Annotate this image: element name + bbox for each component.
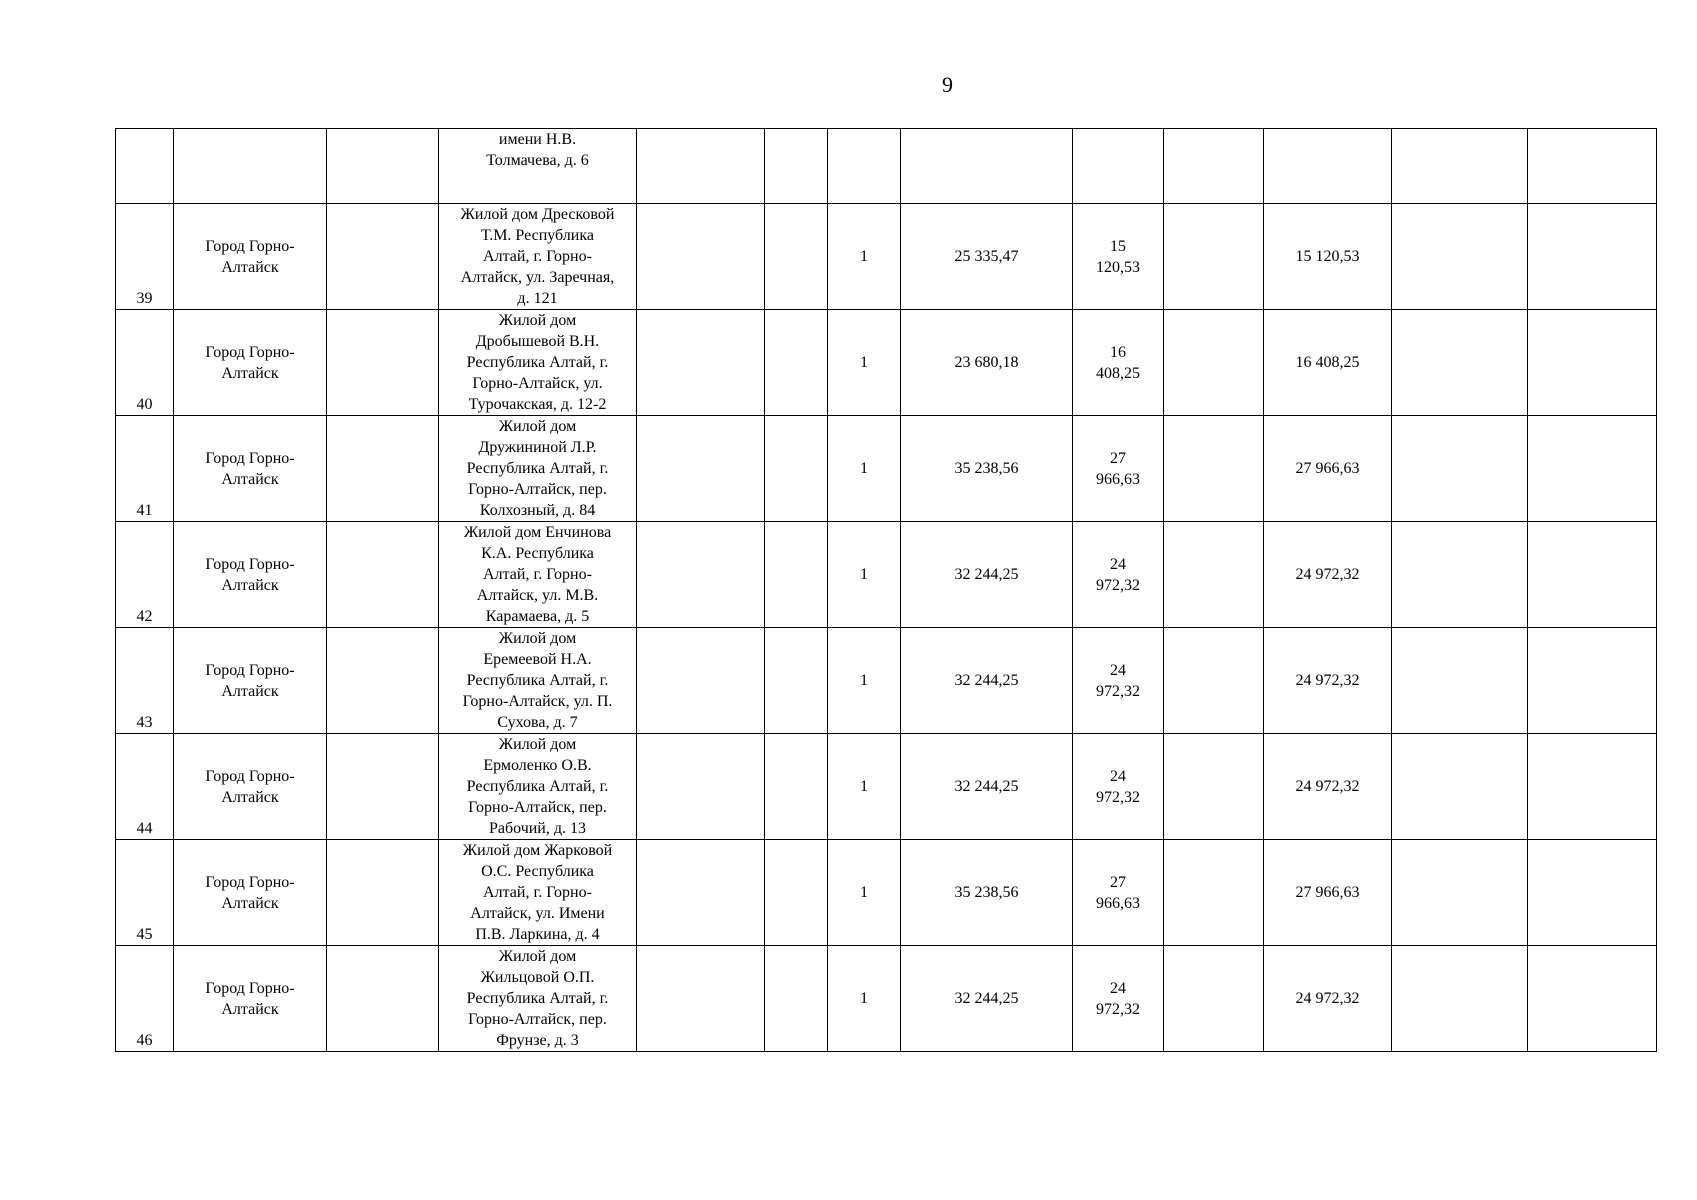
- cell-total: 27 966,63: [1264, 840, 1392, 946]
- cell-subsidy: [1073, 416, 1164, 522]
- cell-empty: [1164, 129, 1264, 204]
- address-line: Алтай, г. Горно-: [483, 566, 592, 583]
- address-line: Алтайск, ул. Имени: [470, 905, 605, 922]
- municipality-line: Алтайск: [221, 788, 279, 806]
- cell-empty: [1392, 522, 1528, 628]
- cell-municipality: [174, 628, 327, 734]
- cell-empty: [765, 310, 828, 416]
- cell-empty: [1164, 522, 1264, 628]
- municipality-line: Город Горно-: [205, 449, 295, 467]
- cell-empty: [327, 204, 439, 310]
- municipality-line: Город Горно-: [205, 237, 295, 255]
- cell-address: [439, 522, 637, 628]
- address-line: Алтай, г. Горно-: [483, 884, 592, 901]
- cell-num: 41: [116, 416, 174, 522]
- subsidy-line: 24: [1110, 661, 1126, 679]
- municipality-line: Алтайск: [221, 894, 279, 912]
- address-line: Горно-Алтайск, пер.: [468, 481, 607, 498]
- cell-empty: [1164, 628, 1264, 734]
- cell-count: 1: [828, 734, 901, 840]
- address-line: Горно-Алтайск, ул.: [472, 375, 603, 392]
- address-line: Жилой дом: [498, 630, 577, 647]
- municipality-line: Алтайск: [221, 576, 279, 594]
- table-row: [116, 310, 1657, 416]
- address-line: Республика Алтай, г.: [466, 672, 609, 689]
- cell-empty: [765, 416, 828, 522]
- municipality-line: Алтайск: [221, 470, 279, 488]
- municipality-line: Город Горно-: [205, 661, 295, 679]
- subsidy-line: 15: [1110, 237, 1126, 255]
- cell-total: 24 972,32: [1264, 734, 1392, 840]
- cell-count: 1: [828, 204, 901, 310]
- cell-municipality: [174, 204, 327, 310]
- cell-empty: [1392, 840, 1528, 946]
- address-line: Горно-Алтайск, ул. П.: [462, 693, 613, 710]
- cell-empty: [637, 416, 765, 522]
- table-row: [116, 416, 1657, 522]
- address-line: Колхозный, д. 84: [479, 502, 596, 519]
- address-line: Алтай, г. Горно-: [483, 248, 592, 265]
- cell-municipality: [174, 310, 327, 416]
- cell-num: 45: [116, 840, 174, 946]
- cell-empty: [1392, 310, 1528, 416]
- municipality-line: Алтайск: [221, 1000, 279, 1018]
- page-number: 9: [942, 72, 953, 97]
- cell-empty: [1392, 734, 1528, 840]
- cell-num: [116, 129, 174, 204]
- address-line: Горно-Алтайск, пер.: [468, 799, 607, 816]
- address-line: Т.М. Республика: [481, 227, 594, 244]
- cell-empty: [1392, 129, 1528, 204]
- cell-address: [439, 204, 637, 310]
- address-line: Жилой дом: [498, 418, 577, 435]
- municipality-line: Город Горно-: [205, 767, 295, 785]
- cell-total: 24 972,32: [1264, 946, 1392, 1052]
- subsidy-line: 966,63: [1096, 894, 1140, 912]
- cell-empty: [327, 129, 439, 204]
- cell-empty: [1528, 628, 1657, 734]
- registry-table: [115, 128, 1657, 1052]
- table-row: [116, 840, 1657, 946]
- subsidy-line: 408,25: [1096, 364, 1140, 382]
- cell-cost: 35 238,56: [901, 416, 1073, 522]
- cell-municipality: [174, 522, 327, 628]
- address-line: Республика Алтай, г.: [466, 778, 609, 795]
- cell-cost: [901, 129, 1073, 204]
- address-line: Карамаева, д. 5: [485, 608, 590, 625]
- municipality-line: Алтайск: [221, 258, 279, 276]
- municipality-line: Город Горно-: [205, 343, 295, 361]
- cell-empty: [637, 522, 765, 628]
- cell-total: 27 966,63: [1264, 416, 1392, 522]
- cell-empty: [327, 416, 439, 522]
- address-line: Жилой дом: [498, 948, 577, 965]
- cell-cost: 25 335,47: [901, 204, 1073, 310]
- cell-empty: [327, 840, 439, 946]
- municipality-line: Город Горно-: [205, 979, 295, 997]
- cell-num: 42: [116, 522, 174, 628]
- address-line: Алтайск, ул. Заречная,: [460, 269, 615, 286]
- subsidy-line: 24: [1110, 767, 1126, 785]
- cell-address: [439, 310, 637, 416]
- cell-empty: [327, 310, 439, 416]
- cell-empty: [1528, 204, 1657, 310]
- cell-empty: [1164, 204, 1264, 310]
- cell-empty: [1528, 129, 1657, 204]
- cell-count: 1: [828, 416, 901, 522]
- subsidy-line: 27: [1110, 873, 1126, 891]
- subsidy-line: 24: [1110, 555, 1126, 573]
- cell-total: 15 120,53: [1264, 204, 1392, 310]
- address-line: Жилой дом Енчинова: [463, 524, 612, 541]
- cell-num: 46: [116, 946, 174, 1052]
- cell-address: [439, 840, 637, 946]
- cell-municipality: [174, 946, 327, 1052]
- address-line: Жилой дом Жарковой: [462, 842, 613, 859]
- subsidy-line: 972,32: [1096, 576, 1140, 594]
- address-line: К.А. Республика: [481, 545, 594, 562]
- cell-empty: [1528, 522, 1657, 628]
- cell-count: 1: [828, 310, 901, 416]
- table-body: [116, 129, 1657, 1052]
- address-line: Фрунзе, д. 3: [496, 1032, 579, 1049]
- cell-empty: [765, 129, 828, 204]
- cell-address: [439, 734, 637, 840]
- municipality-line: Город Горно-: [205, 873, 295, 891]
- subsidy-line: 24: [1110, 979, 1126, 997]
- address-line: Ермоленко О.В.: [483, 757, 592, 774]
- address-line: д. 121: [517, 290, 558, 307]
- address-line: Горно-Алтайск, пер.: [468, 1011, 607, 1028]
- cell-empty: [637, 628, 765, 734]
- cell-num: 44: [116, 734, 174, 840]
- cell-empty: [765, 840, 828, 946]
- cell-empty: [637, 129, 765, 204]
- cell-cost: 32 244,25: [901, 946, 1073, 1052]
- cell-cost: 32 244,25: [901, 628, 1073, 734]
- municipality-line: Алтайск: [221, 682, 279, 700]
- subsidy-line: 972,32: [1096, 788, 1140, 806]
- address-line: Жилой дом Дресковой: [460, 206, 615, 223]
- cell-cost: 32 244,25: [901, 734, 1073, 840]
- subsidy-line: 972,32: [1096, 1000, 1140, 1018]
- address-line: Дружининой Л.Р.: [478, 439, 597, 456]
- cell-empty: [1528, 840, 1657, 946]
- cell-subsidy: [1073, 628, 1164, 734]
- address-line: Дробышевой В.Н.: [475, 333, 600, 350]
- address-line: Еремеевой Н.А.: [483, 651, 592, 668]
- subsidy-line: 120,53: [1096, 258, 1140, 276]
- address-line: Жилой дом: [498, 312, 577, 329]
- cell-empty: [1528, 734, 1657, 840]
- cell-municipality: [174, 416, 327, 522]
- cell-empty: [1528, 310, 1657, 416]
- subsidy-line: 966,63: [1096, 470, 1140, 488]
- address-line: Республика Алтай, г.: [466, 354, 609, 371]
- cell-cost: 35 238,56: [901, 840, 1073, 946]
- cell-subsidy: [1073, 946, 1164, 1052]
- municipality-line: Алтайск: [221, 364, 279, 382]
- cell-empty: [637, 310, 765, 416]
- cell-count: 1: [828, 522, 901, 628]
- address-line: Турочакская, д. 12-2: [468, 396, 607, 413]
- cell-subsidy: [1073, 129, 1164, 204]
- table-row: [116, 946, 1657, 1052]
- municipality-line: Город Горно-: [205, 555, 295, 573]
- cell-empty: [1528, 416, 1657, 522]
- cell-empty: [637, 946, 765, 1052]
- cell-count: [828, 129, 901, 204]
- cell-count: 1: [828, 840, 901, 946]
- address-line: Республика Алтай, г.: [466, 990, 609, 1007]
- cell-empty: [327, 628, 439, 734]
- address-line: Алтайск, ул. М.В.: [476, 587, 599, 604]
- cell-cost: 23 680,18: [901, 310, 1073, 416]
- subsidy-line: 16: [1110, 343, 1126, 361]
- address-line: О.С. Республика: [481, 863, 594, 880]
- cell-empty: [327, 522, 439, 628]
- cell-address: [439, 946, 637, 1052]
- cell-count: 1: [828, 628, 901, 734]
- cell-empty: [1392, 628, 1528, 734]
- address-line: Толмачева, д. 6: [486, 152, 589, 169]
- cell-empty: [1392, 416, 1528, 522]
- cell-subsidy: [1073, 840, 1164, 946]
- table-row: [116, 628, 1657, 734]
- cell-address: [439, 129, 637, 204]
- address-line: Сухова, д. 7: [497, 714, 578, 731]
- cell-empty: [1164, 416, 1264, 522]
- cell-total: 24 972,32: [1264, 522, 1392, 628]
- cell-empty: [765, 734, 828, 840]
- cell-cost: 32 244,25: [901, 522, 1073, 628]
- cell-empty: [1528, 946, 1657, 1052]
- cell-empty: [1164, 734, 1264, 840]
- cell-empty: [637, 840, 765, 946]
- cell-municipality: [174, 734, 327, 840]
- table-row: [116, 129, 1657, 204]
- cell-empty: [765, 522, 828, 628]
- cell-empty: [765, 204, 828, 310]
- address-line: Рабочий, д. 13: [488, 820, 587, 837]
- subsidy-line: 972,32: [1096, 682, 1140, 700]
- cell-subsidy: [1073, 734, 1164, 840]
- cell-subsidy: [1073, 204, 1164, 310]
- table-row: [116, 204, 1657, 310]
- cell-subsidy: [1073, 522, 1164, 628]
- table-row: [116, 522, 1657, 628]
- cell-subsidy: [1073, 310, 1164, 416]
- address-line: П.В. Ларкина, д. 4: [475, 926, 600, 943]
- cell-empty: [765, 628, 828, 734]
- cell-empty: [327, 734, 439, 840]
- cell-num: 39: [116, 204, 174, 310]
- cell-total: [1264, 129, 1392, 204]
- cell-empty: [637, 734, 765, 840]
- address-line: Жильцовой О.П.: [480, 969, 595, 986]
- cell-empty: [765, 946, 828, 1052]
- cell-empty: [1392, 204, 1528, 310]
- address-line: Жилой дом: [498, 736, 577, 753]
- cell-count: 1: [828, 946, 901, 1052]
- cell-empty: [1392, 946, 1528, 1052]
- address-line: Республика Алтай, г.: [466, 460, 609, 477]
- cell-address: [439, 416, 637, 522]
- cell-empty: [1164, 310, 1264, 416]
- cell-municipality: [174, 840, 327, 946]
- cell-empty: [1164, 840, 1264, 946]
- cell-empty: [637, 204, 765, 310]
- cell-empty: [327, 946, 439, 1052]
- cell-total: 16 408,25: [1264, 310, 1392, 416]
- table-row: [116, 734, 1657, 840]
- cell-num: 40: [116, 310, 174, 416]
- subsidy-line: 27: [1110, 449, 1126, 467]
- address-line: имени Н.В.: [498, 131, 577, 148]
- cell-municipality: [174, 129, 327, 204]
- cell-address: [439, 628, 637, 734]
- cell-empty: [1164, 946, 1264, 1052]
- cell-total: 24 972,32: [1264, 628, 1392, 734]
- cell-num: 43: [116, 628, 174, 734]
